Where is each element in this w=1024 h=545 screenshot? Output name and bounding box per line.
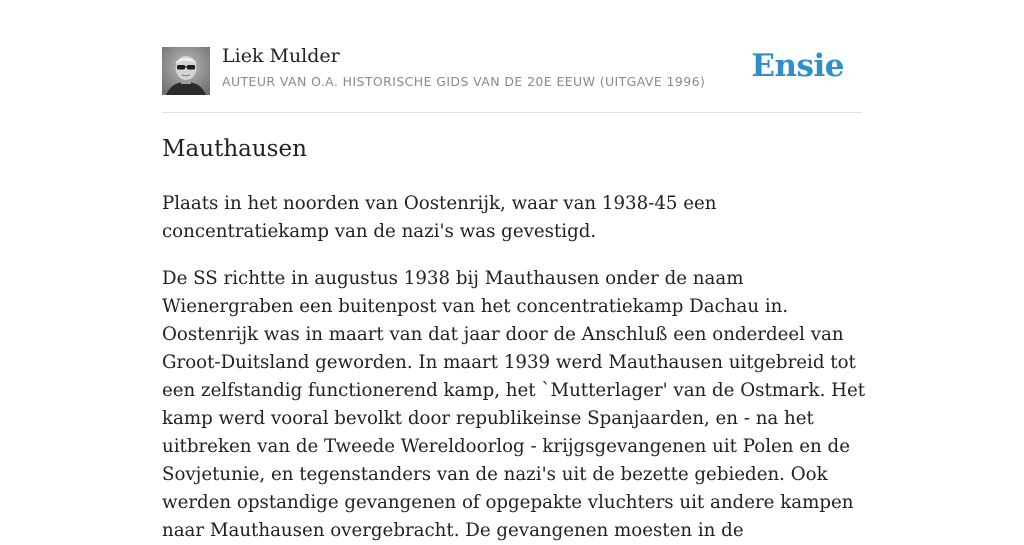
portrait-photo-icon bbox=[162, 47, 210, 95]
article-paragraph: De SS richtte in augustus 1938 bij Mauthausen onder de naam Wienergraben een buitenpost van het concentratiekamp Dachau in. Oostenrijk was in maart van dat jaar door de Anschluß een onderdeel van Groot-Duitsland geworden. In maart 1939 werd Mauthausen uitgebreid tot een zelfstandig functionerend kamp, het `Mutterlager' van de Ostmark. Het kamp werd vooral bevolkt door republikeinse Spanjaarden, en - na het uitbreken van de Tweede Wereldoorlog - krijgsgevangenen uit Polen en de Sovjetunie, en tegenstanders van de nazi's uit de bezette gebieden. Ook werden opstandige gevangenen of opgepakte vluchters uit andere kampen naar Mauthausen overgebracht. De gevangenen moesten in de bbox=[162, 268, 866, 541]
article-title: Mauthausen bbox=[162, 136, 307, 162]
author-header bbox=[162, 0, 862, 113]
author-bio: AUTEUR VAN O.A. HISTORISCHE GIDS VAN DE 20E EEUW (UITGAVE 1996) bbox=[222, 74, 706, 89]
brand-logo[interactable]: Ensie bbox=[751, 48, 844, 84]
article-container bbox=[162, 0, 866, 541]
article-paragraph: Plaats in het noorden van Oostenrijk, waar van 1938-45 een concentratiekamp van de nazi's was gevestigd. bbox=[162, 193, 717, 242]
author-avatar[interactable] bbox=[162, 47, 210, 95]
author-name[interactable]: Liek Mulder bbox=[222, 45, 340, 67]
